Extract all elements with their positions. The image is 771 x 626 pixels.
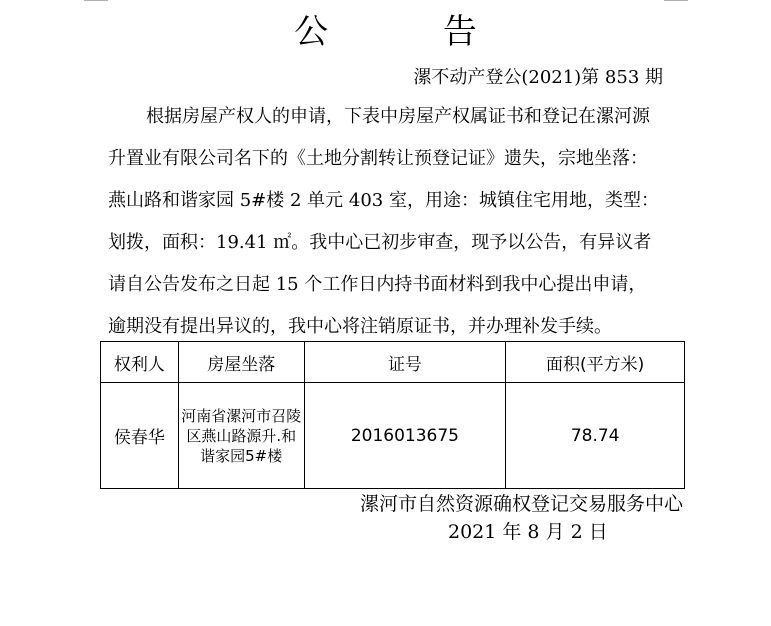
column-header-area: 面积(平方米) bbox=[506, 342, 685, 383]
body-line: 燕山路和谐家园 5#楼 2 单元 403 室，用途：城镇住宅用地，类型： bbox=[108, 190, 659, 211]
body-line: 逾期没有提出异议的，我中心将注销原证书，并办理补发手续。 bbox=[108, 316, 612, 337]
notice-title: 公 告 bbox=[294, 12, 529, 52]
page-corner-mark-left bbox=[84, 0, 108, 1]
location-cell: 河南省漯河市召陵区燕山路源升.和谐家园5#楼 bbox=[178, 383, 304, 489]
notice-body bbox=[108, 96, 668, 348]
body-line: 根据房屋产权人的申请，下表中房屋产权属证书和登记在漯河源 bbox=[146, 106, 650, 127]
issuer-name: 漯河市自然资源确权登记交易服务中心 bbox=[359, 493, 683, 515]
body-line: 划拨，面积：19.41 ㎡。我中心已初步审查，现予以公告，有异议者 bbox=[108, 232, 652, 253]
table-header-row bbox=[101, 342, 685, 383]
document-number: 漯不动产登公(2021)第 853 期 bbox=[413, 67, 663, 88]
page-corner-mark-right bbox=[664, 0, 688, 1]
issue-date: 2021 年 8 月 2 日 bbox=[448, 521, 608, 543]
column-header-owner: 权利人 bbox=[101, 342, 179, 383]
property-table bbox=[100, 341, 685, 489]
table-row bbox=[101, 383, 685, 489]
body-line: 请自公告发布之日起 15 个工作日内持书面材料到我中心提出申请， bbox=[108, 274, 647, 295]
area-cell: 78.74 bbox=[506, 383, 685, 489]
certificate-number-cell: 2016013675 bbox=[304, 383, 506, 489]
column-header-location: 房屋坐落 bbox=[178, 342, 304, 383]
owner-cell: 侯春华 bbox=[101, 383, 179, 489]
column-header-certificate-number: 证号 bbox=[304, 342, 506, 383]
body-line: 升置业有限公司名下的《土地分割转让预登记证》遗失，宗地坐落： bbox=[108, 148, 648, 169]
